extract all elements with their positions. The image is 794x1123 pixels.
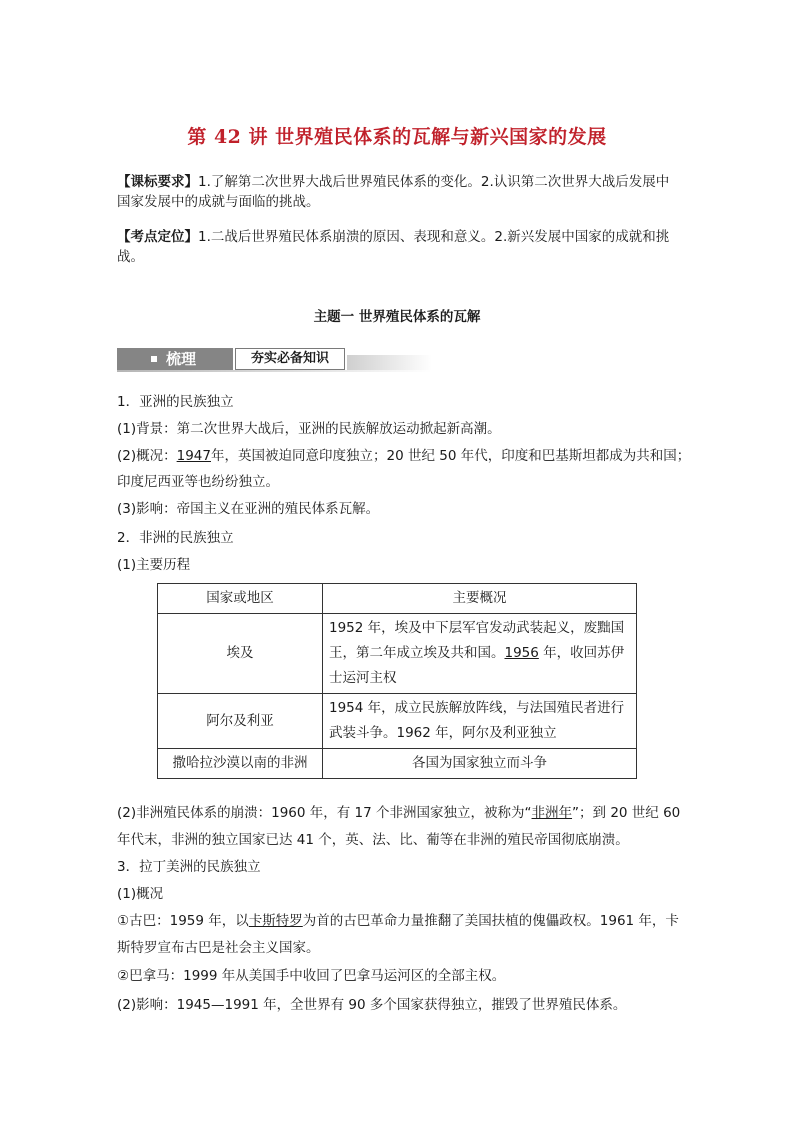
latam-sub-heading: (1)概况	[117, 886, 164, 902]
cuba-leader-name: 卡斯特罗	[248, 913, 303, 929]
exam-points-label: 【考点定位】	[117, 229, 198, 245]
subject-title: 主题一 世界殖民体系的瓦解	[313, 309, 481, 325]
egypt-year: 1956	[504, 645, 539, 661]
egypt-text-b: 年，收回苏伊士运河主权	[329, 645, 625, 686]
exam-points-text: 1.二战后世界殖民体系崩溃的原因、表现和意义。2.新兴发展中国家的成就和挑战。	[117, 229, 670, 265]
table-header-country: 国家或地区	[158, 584, 323, 614]
table-row	[158, 614, 637, 694]
table-header-row	[158, 584, 637, 614]
africa-collapse-b: ”；到 20 世纪 60	[572, 805, 681, 821]
latam-cuba	[117, 911, 679, 931]
table-header-overview: 主要概况	[323, 584, 637, 614]
africa-sub-heading: (1)主要历程	[117, 557, 191, 573]
asia-impact: (3)影响：帝国主义在亚洲的殖民体系瓦解。	[117, 501, 380, 517]
africa-collapse-a: (2)非洲殖民体系的崩溃：1960 年，有 17 个非洲国家独立，被称为“	[117, 805, 532, 821]
banner-underline	[117, 370, 432, 372]
asia-background: (1)背景：第二次世界大战后，亚洲的民族解放运动掀起新高潮。	[117, 421, 501, 437]
banner-box-label: 夯实必备知识	[235, 348, 345, 370]
asia-heading: 1．亚洲的民族独立	[117, 394, 234, 410]
requirements-label: 【课标要求】	[117, 174, 198, 190]
exam-points	[117, 227, 679, 267]
africa-collapse-line2: 年代末，非洲的独立国家已达 41 个，英、法、比、葡等在非洲的殖民帝国彻底崩溃。	[117, 832, 629, 848]
africa-history-table	[157, 583, 637, 779]
curriculum-requirements	[117, 172, 679, 212]
table-cell-algeria: 阿尔及利亚	[158, 694, 323, 749]
banner-dark-tab	[117, 348, 233, 370]
cuba-text-a: ①古巴：1959 年，以	[117, 913, 249, 929]
asia-overview	[117, 446, 690, 466]
asia-overview-year: 1947	[176, 448, 211, 464]
africa-collapse	[117, 803, 680, 823]
table-cell-egypt: 埃及	[158, 614, 323, 694]
page-title: 第 42 讲 世界殖民体系的瓦解与新兴国家的发展	[187, 126, 607, 148]
table-cell-algeria-overview: 1954 年，成立民族解放阵线，与法国殖民者进行武装斗争。1962 年，阿尔及利亚独立	[323, 694, 637, 749]
latam-cuba-line2: 斯特罗宣布古巴是社会主义国家。	[117, 940, 320, 956]
square-bullet-icon	[151, 356, 157, 362]
asia-overview-prefix: (2)概况：	[117, 448, 177, 464]
africa-year-term: 非洲年	[531, 805, 573, 821]
table-cell-subsahara-overview: 各国为国家独立而斗争	[323, 749, 637, 779]
section-banner	[117, 348, 432, 372]
banner-fade	[347, 355, 432, 370]
cuba-text-b: 为首的古巴革命力量推翻了美国扶植的傀儡政权。1961 年，卡	[302, 913, 679, 929]
asia-overview-line2: 印度尼西亚等也纷纷独立。	[117, 474, 279, 490]
latam-heading: 3．拉丁美洲的民族独立	[117, 859, 261, 875]
requirements-text: 1.了解第二次世界大战后世界殖民体系的变化。2.认识第二次世界大战后发展中国家发展中的成就与面临的挑战。	[117, 174, 670, 210]
table-row	[158, 694, 637, 749]
table-cell-subsahara: 撒哈拉沙漠以南的非洲	[158, 749, 323, 779]
table-row	[158, 749, 637, 779]
latam-impact: (2)影响：1945—1991 年，全世界有 90 多个国家获得独立，摧毁了世界殖民体系。	[117, 997, 627, 1013]
latam-panama: ②巴拿马：1999 年从美国手中收回了巴拿马运河区的全部主权。	[117, 968, 506, 984]
asia-overview-rest: 年，英国被迫同意印度独立；20 世纪 50 年代，印度和巴基斯坦都成为共和国；	[210, 448, 691, 464]
table-cell-egypt-overview	[323, 614, 637, 694]
africa-heading: 2．非洲的民族独立	[117, 530, 234, 546]
banner-dark-label: 梳理	[166, 350, 197, 368]
egypt-text-a: 1952 年，埃及中下层军官发动武装起义，废黜国王，第二年成立埃及共和国。	[329, 620, 625, 661]
